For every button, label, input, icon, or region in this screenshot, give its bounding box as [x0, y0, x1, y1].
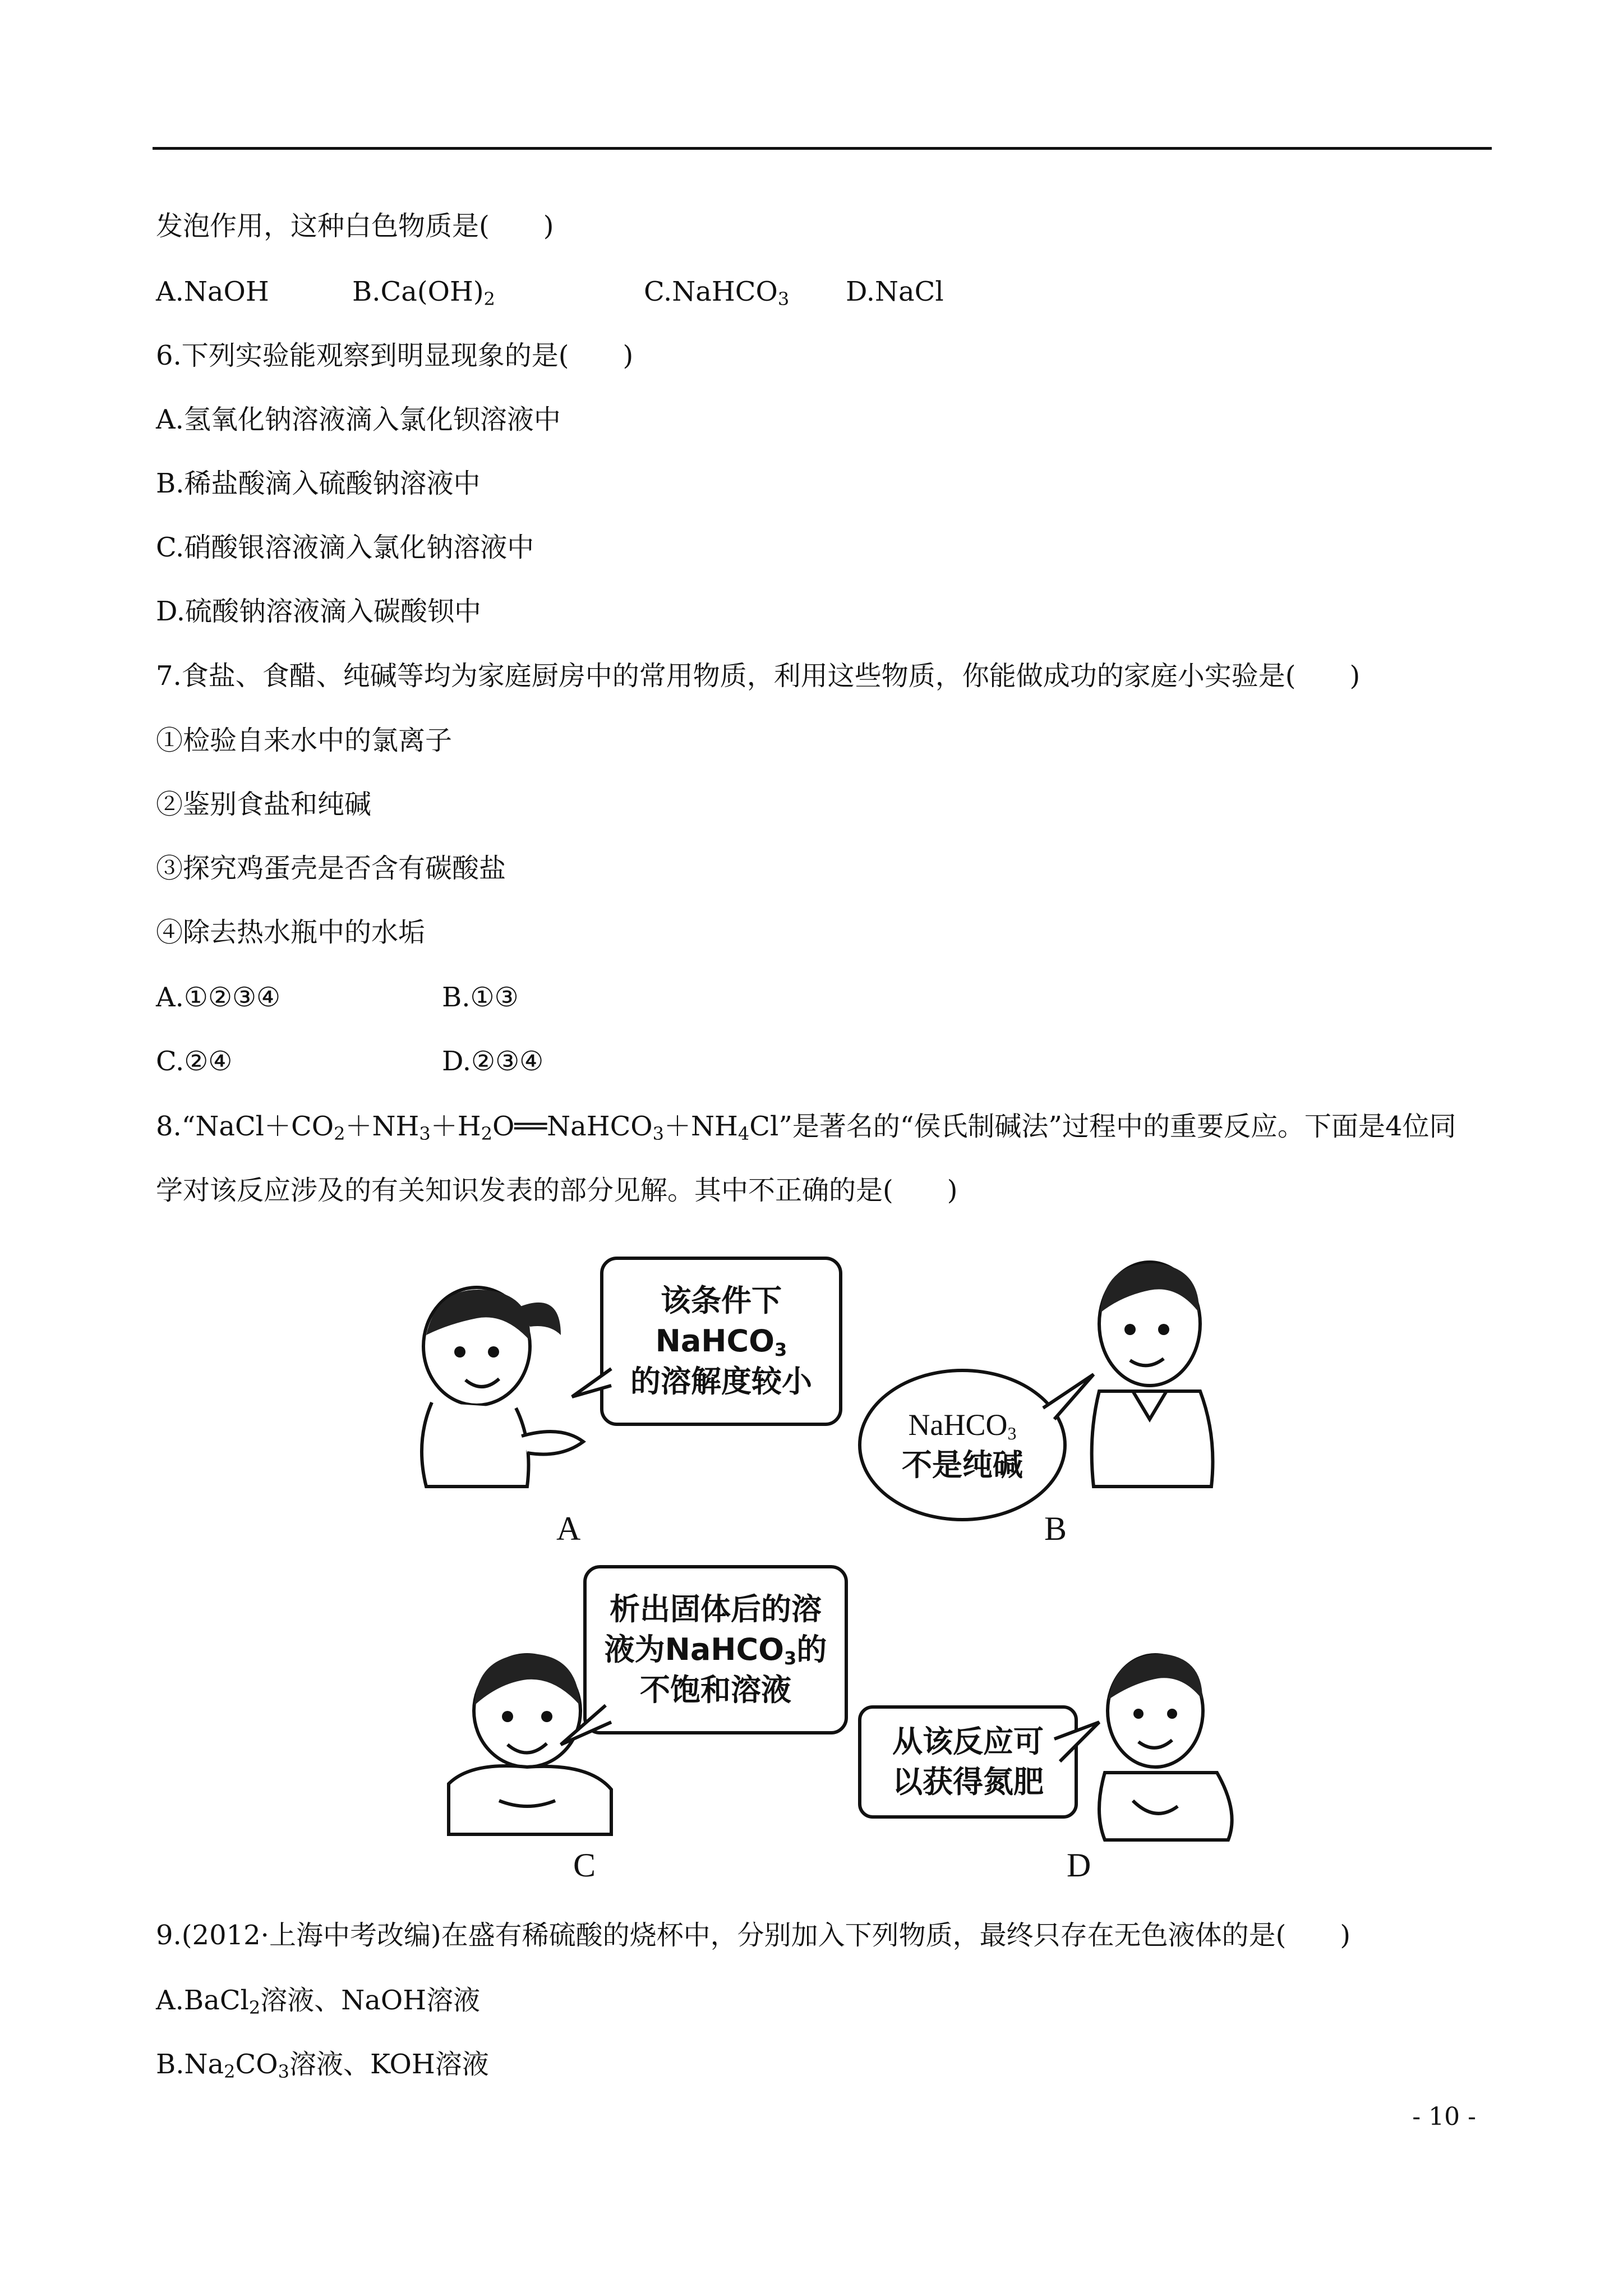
q8-stem-line-2: 学对该反应涉及的有关知识发表的部分见解。其中不正确的是( ): [156, 1175, 958, 1206]
bubble-b-tail: [1043, 1374, 1094, 1419]
q5-option-a: A.NaOH: [156, 276, 269, 307]
q6-option-d: D.硫酸钠溶液滴入碳酸钡中: [156, 596, 482, 627]
q8-stem-line-1: $8.“NaCl+CO_2+NH_3+H_2O══NaHCO_3+NH_4Cl$”是著名的“侯氏制碱法”过程中的重要反应。下面是4位同: [156, 1111, 1456, 1144]
header-rule: [153, 147, 1492, 150]
speech-bubble-d: [858, 1705, 1078, 1819]
bubble-d-line-2: 以获得氮肥: [892, 1764, 1044, 1800]
q7-item-1: ①检验自来水中的氯离子: [156, 725, 453, 756]
q5-option-b: $B.Ca(OH)_2$: [352, 276, 495, 310]
student-b-illustration: [1066, 1251, 1245, 1487]
student-d-illustration: [1082, 1644, 1251, 1846]
q7-item-4: ④除去热水瓶中的水垢: [156, 917, 426, 948]
q9-stem: 9.(2012·上海中考改编)在盛有稀硫酸的烧杯中，分别加入下列物质，最终只存在无色液体的是( ): [156, 1920, 1351, 1951]
q9-option-b: $B.Na_2CO_3$溶液、KOH溶液: [156, 2049, 489, 2082]
bubble-a-line-1: 该条件下: [661, 1283, 782, 1318]
q6-option-c: C.硝酸银溶液滴入氯化钠溶液中: [156, 532, 534, 563]
q6-option-a: A.氢氧化钠溶液滴入氯化钡溶液中: [156, 404, 561, 435]
bubble-c-line-3: 不饱和溶液: [639, 1672, 791, 1708]
bubble-c-line-2: 液为NaHCO$_3$的: [604, 1632, 827, 1669]
bubble-a-tail: [572, 1369, 611, 1402]
q7-item-2: ②鉴别食盐和纯碱: [156, 789, 372, 820]
q7-item-3: ③探究鸡蛋壳是否含有碳酸盐: [156, 853, 506, 884]
speech-bubble-c: [583, 1565, 848, 1734]
q7-stem: 7.食盐、食醋、纯碱等均为家庭厨房中的常用物质，利用这些物质，你能做成功的家庭小实验是( ): [156, 660, 1361, 692]
speech-bubble-b: [858, 1369, 1067, 1521]
q7-option-c: C.②④: [156, 1046, 233, 1077]
bubble-a-line-2: NaHCO$_3$: [655, 1323, 787, 1360]
bubble-b-line-2: 不是纯碱: [902, 1447, 1023, 1483]
q7-option-b: B.①③: [442, 982, 519, 1013]
bubble-d-tail: [1054, 1722, 1099, 1761]
q5-stem-tail: 发泡作用，这种白色物质是( ): [156, 210, 554, 242]
figure-label-b: B: [1044, 1510, 1067, 1547]
bubble-d-line-1: 从该反应可: [892, 1724, 1044, 1759]
bubble-a-line-3: 的溶解度较小: [630, 1364, 812, 1399]
q7-option-a: A.①②③④: [156, 982, 281, 1013]
bubble-c-tail: [561, 1705, 611, 1745]
figure-label-a: A: [556, 1510, 581, 1547]
speech-bubble-a: [600, 1257, 842, 1426]
q6-option-b: B.稀盐酸滴入硫酸钠溶液中: [156, 468, 481, 499]
figure-label-c: C: [573, 1847, 596, 1884]
q9-option-a: A.BaCl$_2$溶液、NaOH溶液: [156, 1985, 481, 2018]
q5-option-d: D.NaCl: [846, 276, 944, 307]
student-a-illustration: [393, 1273, 594, 1487]
figure-label-d: D: [1067, 1847, 1091, 1884]
q6-stem: 6.下列实验能观察到明显现象的是( ): [156, 340, 634, 371]
q7-option-d: D.②③④: [442, 1046, 544, 1077]
q5-option-c: C.NaHCO$_3$: [644, 276, 790, 310]
page-number: - 10 -: [1412, 2102, 1476, 2131]
bubble-b-line-1: NaHCO$_3$: [908, 1408, 1017, 1443]
bubble-c-line-1: 析出固体后的溶: [609, 1591, 822, 1627]
